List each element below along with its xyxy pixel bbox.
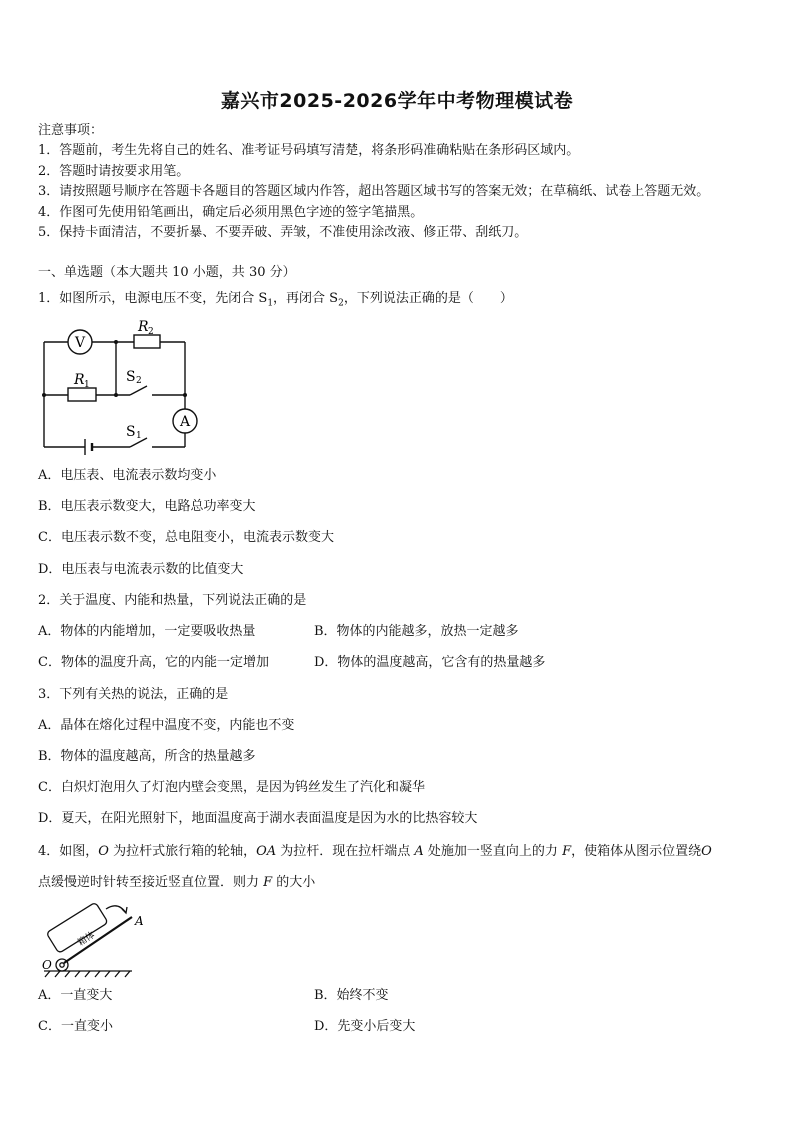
q4-symbol-o: O bbox=[98, 844, 109, 859]
s2-sub: 2 bbox=[136, 376, 142, 386]
q3-option-c: C．白炽灯泡用久了灯泡内壁会变黑，是因为钨丝发生了汽化和凝华 bbox=[38, 780, 425, 795]
question-4-stem-line-1 bbox=[38, 843, 712, 861]
q3-option-d: D．夏天，在阳光照射下，地面温度高于湖水表面温度是因为水的比热容较大 bbox=[38, 811, 478, 826]
notice-item-2: 2．答题时请按要求用笔。 bbox=[38, 164, 190, 179]
r2-sub: 2 bbox=[148, 327, 154, 337]
q1-sub-1: 1 bbox=[267, 298, 274, 309]
notice-item-1: 1．答题前，考生先将自己的姓名、准考证号码填写清楚，将条形码准确粘贴在条形码区域内。 bbox=[38, 143, 580, 158]
q4-symbol-f: F bbox=[562, 844, 572, 859]
notice-item-4: 4．作图可先使用铅笔画出，确定后必须用黑色字迹的签字笔描黑。 bbox=[38, 205, 424, 220]
question-1-stem bbox=[38, 290, 513, 313]
q1-stem-part: ，下列说法正确的是（ ） bbox=[343, 291, 513, 306]
q1-sub-2: 2 bbox=[338, 298, 344, 309]
q2-option-b: B．物体的内能越多，放热一定越多 bbox=[314, 624, 519, 639]
q4-option-a: A．一直变大 bbox=[38, 988, 113, 1003]
q4-stem-part: 为拉杆．现在拉杆端点 bbox=[276, 844, 415, 859]
q2-option-d: D．物体的温度越高，它含有的热量越多 bbox=[314, 655, 546, 670]
q4-symbol-f: F bbox=[263, 875, 273, 890]
q1-circuit-diagram bbox=[30, 315, 205, 455]
q1-option-b: B．电压表示数变大，电路总功率变大 bbox=[38, 499, 256, 514]
s2-label: S bbox=[126, 369, 136, 385]
voltmeter-label: V bbox=[74, 335, 86, 351]
q4-symbol-o: O bbox=[701, 844, 712, 859]
q2-option-a: A．物体的内能增加，一定要吸收热量 bbox=[38, 624, 256, 639]
r1-sub: 1 bbox=[84, 380, 90, 390]
q4-stem-part: ，使箱体从图示位置绕 bbox=[571, 844, 702, 859]
ammeter-label: A bbox=[179, 414, 191, 430]
question-2-stem: 2．关于温度、内能和热量，下列说法正确的是 bbox=[38, 593, 307, 608]
q4-stem-part: 处施加一竖直向上的力 bbox=[423, 844, 563, 859]
q4-option-c: C．一直变小 bbox=[38, 1019, 113, 1034]
suitcase-label: 箱体 bbox=[76, 930, 97, 949]
point-o-label: O bbox=[42, 958, 52, 972]
q4-symbol-oa: OA bbox=[256, 844, 277, 859]
point-a-label: A bbox=[135, 914, 144, 928]
q4-symbol-a: A bbox=[414, 844, 424, 859]
notice-item-5: 5．保持卡面清洁，不要折暴、不要弄破、弄皱，不准使用涂改液、修正带、刮纸刀。 bbox=[38, 225, 528, 240]
q3-option-a: A．晶体在熔化过程中温度不变，内能也不变 bbox=[38, 718, 295, 733]
q1-option-d: D．电压表与电流表示数的比值变大 bbox=[38, 562, 244, 577]
page-title: 嘉兴市2025-2026学年中考物理模试卷 bbox=[220, 90, 574, 112]
q4-stem-part: 4．如图， bbox=[38, 844, 99, 859]
q4-suitcase-diagram bbox=[36, 895, 146, 980]
q2-option-c: C．物体的温度升高，它的内能一定增加 bbox=[38, 655, 269, 670]
question-3-stem: 3．下列有关热的说法，正确的是 bbox=[38, 687, 229, 702]
notice-heading: 注意事项： bbox=[38, 123, 104, 138]
section-heading: 一、单选题（本大题共 10 小题，共 30 分） bbox=[38, 265, 296, 280]
r1-label: R bbox=[74, 372, 85, 388]
s1-sub: 1 bbox=[136, 431, 142, 441]
q4-option-b: B．始终不变 bbox=[314, 988, 389, 1003]
q1-option-a: A．电压表、电流表示数均变小 bbox=[38, 468, 217, 483]
q3-option-b: B．物体的温度越高，所含的热量越多 bbox=[38, 749, 256, 764]
q4-stem-part: 的大小 bbox=[272, 875, 316, 890]
question-4-stem-line-2 bbox=[38, 874, 315, 892]
q4-stem-part: 点缓慢逆时针转至接近竖直位置．则力 bbox=[38, 875, 264, 890]
q4-stem-part: 为拉杆式旅行箱的轮轴， bbox=[108, 844, 257, 859]
q1-stem-part: ，再闭合 S bbox=[273, 291, 339, 306]
r2-label: R bbox=[138, 319, 149, 335]
q4-option-d: D．先变小后变大 bbox=[314, 1019, 416, 1034]
q1-option-c: C．电压表示数不变，总电阻变小，电流表示数变大 bbox=[38, 530, 334, 545]
q1-stem-part: 1．如图所示，电源电压不变，先闭合 S bbox=[38, 291, 268, 306]
notice-item-3: 3．请按照题号顺序在答题卡各题目的答题区域内作答，超出答题区域书写的答案无效；在草稿纸、试卷上答题无效。 bbox=[38, 184, 710, 199]
s1-label: S bbox=[126, 424, 136, 440]
